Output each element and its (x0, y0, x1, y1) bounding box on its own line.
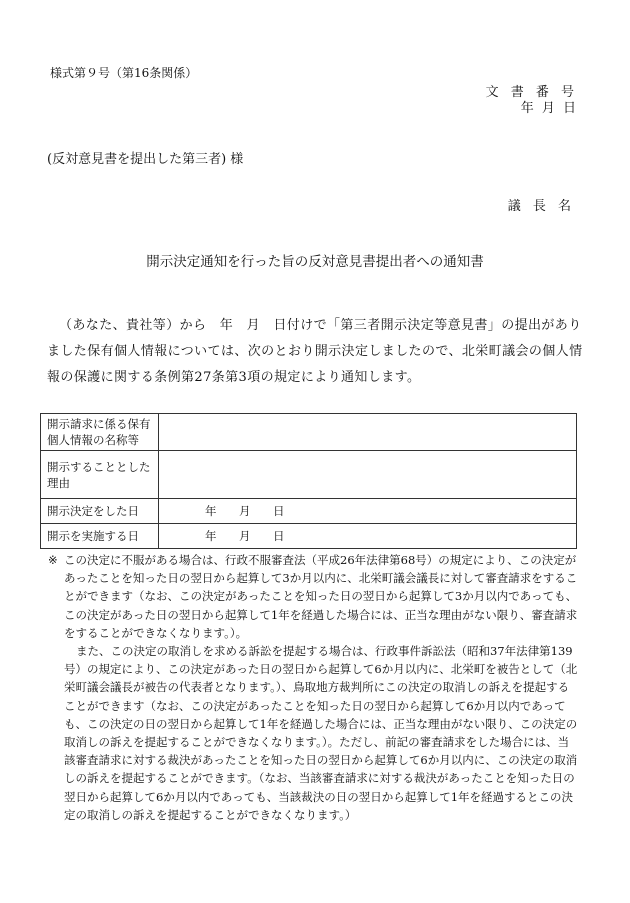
year-label: 年 (205, 504, 217, 518)
table-row (41, 414, 577, 451)
addressee: (反対意見書を提出した第三者) 様 (47, 152, 244, 167)
table-row (41, 499, 577, 524)
document-title: 開示決定通知を行った旨の反対意見書提出者への通知書 (146, 254, 484, 270)
table-label-cell: 開示決定をした日 (41, 499, 159, 524)
table-value-cell (159, 524, 577, 549)
notes-section (48, 551, 580, 824)
table-row (41, 524, 577, 549)
information-table (40, 413, 577, 549)
table-row (41, 451, 577, 499)
table-label-cell: 開示することとした理由 (41, 451, 159, 499)
table-label-cell: 開示請求に係る保有個人情報の名称等 (41, 414, 159, 451)
day-label: 日 (273, 504, 285, 518)
table-value-cell (159, 499, 577, 524)
table-label-cell: 開示を実施する日 (41, 524, 159, 549)
note-2: また、この決定の取消しを求める訴訟を提起する場合は、行政事件訴訟法（昭和37年法律第139号）の規定により、この決定があった日の翌日から起算して6か月以内に、北栄町を被告として（北栄町議会議長が被告の代表者となります。）、鳥取地方裁判所にこの決定の取消しの訴えを提起することができます（なお、この決定があったことを知った日の翌日から起算して6か月以内であっても、この決定の日の翌日から起算して1年を経過した場合には、正当な理由がない限り、この決定の取消しの訴えを提起することができなくなります。）。ただし、前記の審査請求をした場合には、当該審査請求に対する裁決があったことを知った日の翌日から起算して6か月以内に、この決定の取消しの訴えを提起することができます。（なお、当該審査請求に対する裁決があったことを知った日の翌日から起算して6か月以内であっても、当該裁決の日の翌日から起算して1年を経過するとこの決定の取消しの訴えを提起することができなくなります。） (64, 644, 578, 822)
note-mark-icon: ※ (48, 553, 58, 567)
day-label: 日 (273, 529, 285, 543)
document-number-label: 文 書 番 号 (485, 85, 578, 100)
table-value-cell (159, 414, 577, 451)
chairperson-name: 議 長 名 (507, 199, 575, 214)
month-label: 月 (239, 504, 251, 518)
body-paragraph: （あなた、貴社等）から 年 月 日付けで「第三者開示決定等意見書」の提出がありました保有個人情報については、次のとおり開示決定しましたので、北栄町議会の個人情報の保護に関する条例第27条第3項の規定により通知します。 (47, 318, 583, 385)
date-label: 年 月 日 (520, 101, 578, 116)
table-value-cell (159, 451, 577, 499)
note-1 (48, 551, 580, 642)
year-label: 年 (205, 529, 217, 543)
form-number: 様式第９号（第16条関係） (50, 66, 198, 80)
note-1-text: この決定に不服がある場合は、行政不服審査法（平成26年法律第68号）の規定により、この決定があったことを知った日の翌日から起算して3か月以内に、北栄町議会議長に対して審査請求をすることができます（なお、この決定があったことを知った日の翌日から起算して3か月以内であっても、この決定があった日の翌日から起算して1年を経過した場合には、正当な理由がない限り、審査請求をすることができなくなります。）。 (64, 553, 578, 640)
month-label: 月 (239, 529, 251, 543)
